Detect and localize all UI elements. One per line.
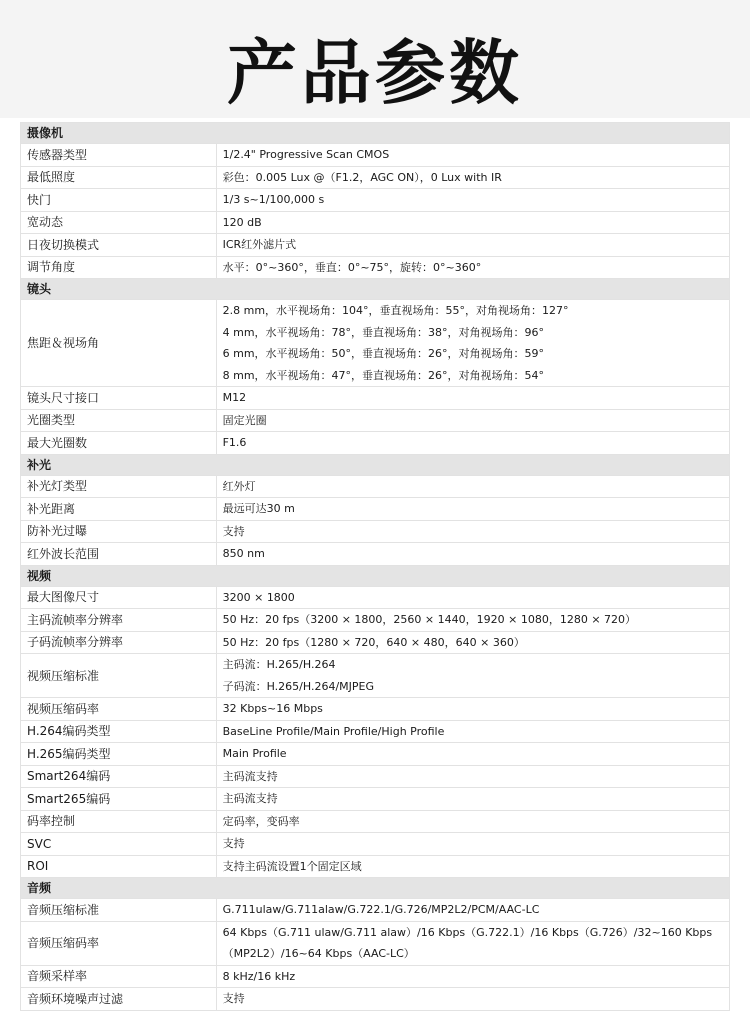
spec-value xyxy=(216,654,729,698)
spec-value-line: 支持 xyxy=(222,837,245,850)
spec-row xyxy=(21,788,730,811)
spec-value-line: 主码流支持 xyxy=(222,792,278,805)
spec-value xyxy=(216,631,729,654)
spec-row xyxy=(21,234,730,257)
spec-value-line: BaseLine Profile/Main Profile/High Profile xyxy=(222,724,445,738)
spec-value-line: 主码流：H.265/H.264 xyxy=(222,658,336,671)
spec-row xyxy=(21,855,730,878)
spec-label: 音频采样率 xyxy=(21,965,217,988)
spec-value xyxy=(216,965,729,988)
spec-value-line: 850 nm xyxy=(222,547,265,560)
spec-value-line: G.711ulaw/G.711alaw/G.722.1/G.726/MP2L2/PCM/AAC-LC xyxy=(222,903,540,916)
spec-value-line: 支持 xyxy=(222,524,245,538)
spec-value xyxy=(216,988,729,1011)
spec-row xyxy=(21,432,730,455)
spec-label: H.264编码类型 xyxy=(21,720,217,743)
spec-row xyxy=(21,743,730,766)
spec-row xyxy=(21,698,730,721)
section-title: 视频 xyxy=(21,565,730,586)
spec-value-line: 3200 × 1800 xyxy=(222,590,295,604)
spec-label: 主码流帧率分辨率 xyxy=(21,609,217,632)
spec-row xyxy=(21,899,730,922)
spec-label: 调节角度 xyxy=(21,256,217,279)
spec-value-line: ICR红外滤片式 xyxy=(222,238,297,251)
spec-value-line: 红外灯 xyxy=(222,479,256,493)
spec-value-line: 6 mm，水平视场角：50°，垂直视场角：26°，对角视场角：59° xyxy=(222,347,545,360)
spec-value-line: 8 mm，水平视场角：47°，垂直视场角：26°，对角视场角：54° xyxy=(222,368,545,382)
spec-row xyxy=(21,300,730,387)
spec-label: 最大图像尺寸 xyxy=(21,586,217,609)
spec-row xyxy=(21,387,730,410)
spec-value-line: 支持 xyxy=(222,992,245,1005)
spec-row xyxy=(21,586,730,609)
spec-value-line: 主码流支持 xyxy=(222,769,278,783)
spec-row xyxy=(21,166,730,189)
spec-value-line: 1/2.4" Progressive Scan CMOS xyxy=(222,148,390,161)
spec-value xyxy=(216,543,729,566)
spec-value-line: 子码流：H.265/H.264/MJPEG xyxy=(222,679,375,693)
spec-value-line: F1.6 xyxy=(222,436,247,449)
spec-row xyxy=(21,409,730,432)
spec-value xyxy=(216,921,729,965)
spec-value xyxy=(216,586,729,609)
spec-row xyxy=(21,631,730,654)
spec-value xyxy=(216,409,729,432)
spec-row xyxy=(21,520,730,543)
spec-label: 日夜切换模式 xyxy=(21,234,217,257)
spec-value xyxy=(216,520,729,543)
spec-value-line: 固定光圈 xyxy=(222,413,267,427)
spec-label: 子码流帧率分辨率 xyxy=(21,631,217,654)
spec-value-line: 支持主码流设置1个固定区域 xyxy=(222,859,362,873)
spec-value xyxy=(216,211,729,234)
spec-value-line: 50 Hz：20 fps（3200 × 1800，2560 × 1440，1920 × 1080，1280 × 720） xyxy=(222,613,637,626)
spec-label: SVC xyxy=(21,833,217,856)
section-header xyxy=(21,123,730,144)
spec-value-line: 50 Hz：20 fps（1280 × 720，640 × 480，640 × 360） xyxy=(222,635,525,649)
spec-value xyxy=(216,899,729,922)
spec-value xyxy=(216,144,729,167)
spec-row xyxy=(21,498,730,521)
spec-value xyxy=(216,256,729,279)
spec-value xyxy=(216,855,729,878)
spec-value-line: 水平：0°~360°，垂直：0°~75°，旋转：0°~360° xyxy=(222,260,482,274)
spec-value-line: 定码率，变码率 xyxy=(222,814,300,828)
section-title: 补光 xyxy=(21,454,730,475)
section-header xyxy=(21,565,730,586)
spec-row xyxy=(21,810,730,833)
spec-label: Smart265编码 xyxy=(21,788,217,811)
spec-row xyxy=(21,189,730,212)
section-header xyxy=(21,454,730,475)
spec-label: Smart264编码 xyxy=(21,765,217,788)
spec-value xyxy=(216,743,729,766)
spec-row xyxy=(21,720,730,743)
spec-row xyxy=(21,833,730,856)
spec-value-line: 1/3 s~1/100,000 s xyxy=(222,193,325,206)
spec-label: 音频压缩标准 xyxy=(21,899,217,922)
spec-row xyxy=(21,144,730,167)
spec-label: 镜头尺寸接口 xyxy=(21,387,217,410)
spec-value-line: 120 dB xyxy=(222,215,262,229)
spec-label: 焦距＆视场角 xyxy=(21,300,217,387)
spec-value xyxy=(216,432,729,455)
spec-value xyxy=(216,166,729,189)
spec-value-line: Main Profile xyxy=(222,747,287,760)
spec-label: 音频环境噪声过滤 xyxy=(21,988,217,1011)
spec-label: 传感器类型 xyxy=(21,144,217,167)
section-title: 摄像机 xyxy=(21,123,730,144)
spec-value-line: 4 mm，水平视场角：78°，垂直视场角：38°，对角视场角：96° xyxy=(222,325,545,339)
section-title: 镜头 xyxy=(21,279,730,300)
spec-table xyxy=(20,122,730,1011)
spec-value xyxy=(216,498,729,521)
spec-label: 快门 xyxy=(21,189,217,212)
spec-label: 最低照度 xyxy=(21,166,217,189)
spec-row xyxy=(21,609,730,632)
spec-value xyxy=(216,387,729,410)
spec-value xyxy=(216,189,729,212)
spec-label: 码率控制 xyxy=(21,810,217,833)
spec-value xyxy=(216,698,729,721)
spec-label: 红外波长范围 xyxy=(21,543,217,566)
spec-label: 最大光圈数 xyxy=(21,432,217,455)
spec-value-line: M12 xyxy=(222,391,247,404)
page-title: 产品参数 xyxy=(227,32,523,114)
spec-label: 补光灯类型 xyxy=(21,475,217,498)
spec-label: 宽动态 xyxy=(21,211,217,234)
spec-label: 光圈类型 xyxy=(21,409,217,432)
spec-value-line: 彩色：0.005 Lux @（F1.2，AGC ON），0 Lux with IR xyxy=(222,170,502,184)
spec-value xyxy=(216,609,729,632)
spec-row xyxy=(21,211,730,234)
spec-label: H.265编码类型 xyxy=(21,743,217,766)
spec-value xyxy=(216,810,729,833)
spec-row xyxy=(21,654,730,698)
spec-value xyxy=(216,475,729,498)
spec-label: ROI xyxy=(21,855,217,878)
section-header xyxy=(21,878,730,899)
spec-row xyxy=(21,988,730,1011)
spec-value-line: 64 Kbps（G.711 ulaw/G.711 alaw）/16 Kbps（G.722.1）/16 Kbps（G.726）/32~160 Kbps xyxy=(222,925,713,939)
spec-value-line: 最远可达30 m xyxy=(222,502,295,515)
spec-value xyxy=(216,833,729,856)
spec-row xyxy=(21,965,730,988)
spec-label: 音频压缩码率 xyxy=(21,921,217,965)
section-title: 音频 xyxy=(21,878,730,899)
spec-label: 补光距离 xyxy=(21,498,217,521)
spec-row xyxy=(21,475,730,498)
spec-value xyxy=(216,788,729,811)
spec-row xyxy=(21,765,730,788)
spec-value xyxy=(216,234,729,257)
spec-row xyxy=(21,256,730,279)
spec-row xyxy=(21,543,730,566)
spec-value xyxy=(216,765,729,788)
spec-row xyxy=(21,921,730,965)
spec-value-line: 8 kHz/16 kHz xyxy=(222,969,296,983)
spec-value xyxy=(216,720,729,743)
spec-value-line: （MP2L2）/16~64 Kbps（AAC-LC） xyxy=(222,947,415,960)
spec-label: 防补光过曝 xyxy=(21,520,217,543)
spec-value xyxy=(216,300,729,387)
section-header xyxy=(21,279,730,300)
spec-value-line: 32 Kbps~16 Mbps xyxy=(222,702,323,715)
spec-value-line: 2.8 mm，水平视场角：104°，垂直视场角：55°，对角视场角：127° xyxy=(222,304,569,317)
spec-label: 视频压缩码率 xyxy=(21,698,217,721)
spec-label: 视频压缩标准 xyxy=(21,654,217,698)
